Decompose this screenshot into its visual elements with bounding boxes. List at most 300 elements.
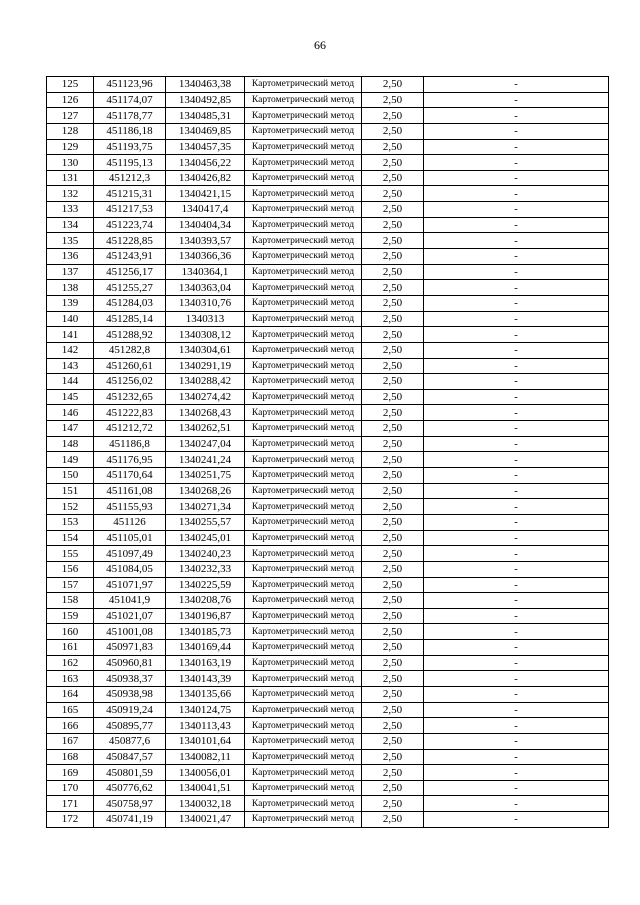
point-number-cell: 152 [47,499,94,515]
x-coordinate-cell: 451097,49 [94,546,166,562]
description-cell: - [424,123,609,139]
x-coordinate-cell: 451285,14 [94,311,166,327]
point-number-cell: 157 [47,577,94,593]
table-row [47,421,609,437]
point-number-cell: 139 [47,295,94,311]
method-cell: Картометрический метод [245,577,362,593]
table-row [47,311,609,327]
method-cell: Картометрический метод [245,92,362,108]
point-number-cell: 155 [47,546,94,562]
y-coordinate-cell: 1340469,85 [166,123,245,139]
point-number-cell: 163 [47,671,94,687]
x-coordinate-cell: 451232,65 [94,389,166,405]
x-coordinate-cell: 451255,27 [94,280,166,296]
y-coordinate-cell: 1340251,75 [166,468,245,484]
method-cell: Картометрический метод [245,311,362,327]
y-coordinate-cell: 1340245,01 [166,530,245,546]
method-cell: Картометрический метод [245,123,362,139]
x-coordinate-cell: 451126 [94,514,166,530]
x-coordinate-cell: 451123,96 [94,77,166,93]
y-coordinate-cell: 1340304,61 [166,342,245,358]
y-coordinate-cell: 1340463,38 [166,77,245,93]
x-coordinate-cell: 451193,75 [94,139,166,155]
x-coordinate-cell: 451223,74 [94,217,166,233]
method-cell: Картометрический метод [245,217,362,233]
accuracy-cell: 2,50 [362,546,424,562]
accuracy-cell: 2,50 [362,249,424,265]
point-number-cell: 158 [47,593,94,609]
method-cell: Картометрический метод [245,452,362,468]
method-cell: Картометрический метод [245,593,362,609]
method-cell: Картометрический метод [245,514,362,530]
y-coordinate-cell: 1340268,43 [166,405,245,421]
description-cell: - [424,342,609,358]
description-cell: - [424,452,609,468]
accuracy-cell: 2,50 [362,389,424,405]
description-cell: - [424,514,609,530]
table-row [47,233,609,249]
x-coordinate-cell: 451222,83 [94,405,166,421]
table-row [47,108,609,124]
description-cell: - [424,374,609,390]
accuracy-cell: 2,50 [362,514,424,530]
x-coordinate-cell: 450776,62 [94,780,166,796]
table-row [47,202,609,218]
x-coordinate-cell: 450741,19 [94,812,166,828]
method-cell: Картометрический метод [245,233,362,249]
description-cell: - [424,765,609,781]
y-coordinate-cell: 1340492,85 [166,92,245,108]
y-coordinate-cell: 1340208,76 [166,593,245,609]
point-number-cell: 159 [47,608,94,624]
description-cell: - [424,77,609,93]
point-number-cell: 133 [47,202,94,218]
y-coordinate-cell: 1340310,76 [166,295,245,311]
x-coordinate-cell: 451228,85 [94,233,166,249]
accuracy-cell: 2,50 [362,452,424,468]
table-row [47,593,609,609]
x-coordinate-cell: 451212,72 [94,421,166,437]
accuracy-cell: 2,50 [362,577,424,593]
method-cell: Картометрический метод [245,155,362,171]
table-row [47,123,609,139]
x-coordinate-cell: 451071,97 [94,577,166,593]
description-cell: - [424,561,609,577]
description-cell: - [424,155,609,171]
method-cell: Картометрический метод [245,765,362,781]
table-row [47,186,609,202]
description-cell: - [424,483,609,499]
y-coordinate-cell: 1340196,87 [166,608,245,624]
table-row [47,77,609,93]
description-cell: - [424,733,609,749]
y-coordinate-cell: 1340417,4 [166,202,245,218]
method-cell: Картометрический метод [245,249,362,265]
x-coordinate-cell: 450801,59 [94,765,166,781]
point-number-cell: 153 [47,514,94,530]
table-row [47,749,609,765]
table-row [47,483,609,499]
y-coordinate-cell: 1340485,31 [166,108,245,124]
table-row [47,374,609,390]
accuracy-cell: 2,50 [362,421,424,437]
accuracy-cell: 2,50 [362,123,424,139]
method-cell: Картометрический метод [245,483,362,499]
method-cell: Картометрический метод [245,718,362,734]
y-coordinate-cell: 1340135,66 [166,686,245,702]
description-cell: - [424,280,609,296]
x-coordinate-cell: 451174,07 [94,92,166,108]
point-number-cell: 136 [47,249,94,265]
coordinates-table [46,76,609,828]
method-cell: Картометрический метод [245,546,362,562]
method-cell: Картометрический метод [245,295,362,311]
accuracy-cell: 2,50 [362,77,424,93]
accuracy-cell: 2,50 [362,655,424,671]
accuracy-cell: 2,50 [362,139,424,155]
y-coordinate-cell: 1340169,44 [166,640,245,656]
description-cell: - [424,295,609,311]
x-coordinate-cell: 450960,81 [94,655,166,671]
y-coordinate-cell: 1340274,42 [166,389,245,405]
description-cell: - [424,92,609,108]
method-cell: Картометрический метод [245,342,362,358]
point-number-cell: 146 [47,405,94,421]
x-coordinate-cell: 451212,3 [94,170,166,186]
x-coordinate-cell: 451243,91 [94,249,166,265]
y-coordinate-cell: 1340056,01 [166,765,245,781]
table-row [47,718,609,734]
accuracy-cell: 2,50 [362,436,424,452]
y-coordinate-cell: 1340082,11 [166,749,245,765]
accuracy-cell: 2,50 [362,749,424,765]
x-coordinate-cell: 451161,08 [94,483,166,499]
table-row [47,249,609,265]
table-row [47,702,609,718]
description-cell: - [424,780,609,796]
table-row [47,812,609,828]
method-cell: Картометрический метод [245,608,362,624]
accuracy-cell: 2,50 [362,280,424,296]
table-row [47,436,609,452]
x-coordinate-cell: 451215,31 [94,186,166,202]
table-row [47,624,609,640]
x-coordinate-cell: 451256,17 [94,264,166,280]
description-cell: - [424,608,609,624]
y-coordinate-cell: 1340291,19 [166,358,245,374]
y-coordinate-cell: 1340364,1 [166,264,245,280]
accuracy-cell: 2,50 [362,327,424,343]
x-coordinate-cell: 450758,97 [94,796,166,812]
x-coordinate-cell: 451105,01 [94,530,166,546]
accuracy-cell: 2,50 [362,718,424,734]
description-cell: - [424,655,609,671]
method-cell: Картометрический метод [245,749,362,765]
accuracy-cell: 2,50 [362,608,424,624]
x-coordinate-cell: 451155,93 [94,499,166,515]
method-cell: Картометрический метод [245,702,362,718]
point-number-cell: 148 [47,436,94,452]
table-row [47,655,609,671]
method-cell: Картометрический метод [245,327,362,343]
method-cell: Картометрический метод [245,139,362,155]
y-coordinate-cell: 1340457,35 [166,139,245,155]
accuracy-cell: 2,50 [362,624,424,640]
description-cell: - [424,640,609,656]
point-number-cell: 144 [47,374,94,390]
x-coordinate-cell: 451217,53 [94,202,166,218]
accuracy-cell: 2,50 [362,499,424,515]
description-cell: - [424,139,609,155]
y-coordinate-cell: 1340032,18 [166,796,245,812]
y-coordinate-cell: 1340124,75 [166,702,245,718]
point-number-cell: 140 [47,311,94,327]
point-number-cell: 168 [47,749,94,765]
accuracy-cell: 2,50 [362,733,424,749]
accuracy-cell: 2,50 [362,295,424,311]
accuracy-cell: 2,50 [362,233,424,249]
table-row [47,640,609,656]
x-coordinate-cell: 451260,61 [94,358,166,374]
point-number-cell: 143 [47,358,94,374]
y-coordinate-cell: 1340113,43 [166,718,245,734]
method-cell: Картометрический метод [245,686,362,702]
description-cell: - [424,702,609,718]
method-cell: Картометрический метод [245,170,362,186]
accuracy-cell: 2,50 [362,264,424,280]
x-coordinate-cell: 451256,02 [94,374,166,390]
point-number-cell: 170 [47,780,94,796]
description-cell: - [424,186,609,202]
y-coordinate-cell: 1340041,51 [166,780,245,796]
description-cell: - [424,421,609,437]
y-coordinate-cell: 1340255,57 [166,514,245,530]
point-number-cell: 137 [47,264,94,280]
y-coordinate-cell: 1340101,64 [166,733,245,749]
point-number-cell: 156 [47,561,94,577]
y-coordinate-cell: 1340268,26 [166,483,245,499]
accuracy-cell: 2,50 [362,671,424,687]
table-row [47,358,609,374]
method-cell: Картометрический метод [245,796,362,812]
table-row [47,468,609,484]
x-coordinate-cell: 451282,8 [94,342,166,358]
x-coordinate-cell: 451186,8 [94,436,166,452]
x-coordinate-cell: 450847,57 [94,749,166,765]
method-cell: Картометрический метод [245,530,362,546]
x-coordinate-cell: 450938,98 [94,686,166,702]
accuracy-cell: 2,50 [362,765,424,781]
point-number-cell: 162 [47,655,94,671]
table-row [47,389,609,405]
description-cell: - [424,233,609,249]
x-coordinate-cell: 450919,24 [94,702,166,718]
x-coordinate-cell: 451195,13 [94,155,166,171]
point-number-cell: 128 [47,123,94,139]
method-cell: Картометрический метод [245,780,362,796]
x-coordinate-cell: 451001,08 [94,624,166,640]
y-coordinate-cell: 1340393,57 [166,233,245,249]
table-row [47,514,609,530]
y-coordinate-cell: 1340247,04 [166,436,245,452]
description-cell: - [424,686,609,702]
x-coordinate-cell: 451176,95 [94,452,166,468]
table-row [47,155,609,171]
method-cell: Картометрический метод [245,499,362,515]
table-row [47,92,609,108]
point-number-cell: 131 [47,170,94,186]
y-coordinate-cell: 1340363,04 [166,280,245,296]
accuracy-cell: 2,50 [362,342,424,358]
description-cell: - [424,749,609,765]
x-coordinate-cell: 451284,03 [94,295,166,311]
y-coordinate-cell: 1340271,34 [166,499,245,515]
point-number-cell: 130 [47,155,94,171]
table-row [47,452,609,468]
accuracy-cell: 2,50 [362,155,424,171]
method-cell: Картометрический метод [245,561,362,577]
point-number-cell: 125 [47,77,94,93]
accuracy-cell: 2,50 [362,217,424,233]
accuracy-cell: 2,50 [362,796,424,812]
point-number-cell: 167 [47,733,94,749]
point-number-cell: 161 [47,640,94,656]
point-number-cell: 145 [47,389,94,405]
table-row [47,608,609,624]
y-coordinate-cell: 1340143,39 [166,671,245,687]
y-coordinate-cell: 1340288,42 [166,374,245,390]
method-cell: Картометрический метод [245,264,362,280]
point-number-cell: 150 [47,468,94,484]
table-row [47,780,609,796]
accuracy-cell: 2,50 [362,530,424,546]
method-cell: Картометрический метод [245,655,362,671]
accuracy-cell: 2,50 [362,780,424,796]
x-coordinate-cell: 450971,83 [94,640,166,656]
point-number-cell: 129 [47,139,94,155]
table-row [47,295,609,311]
point-number-cell: 172 [47,812,94,828]
table-row [47,405,609,421]
description-cell: - [424,624,609,640]
point-number-cell: 138 [47,280,94,296]
y-coordinate-cell: 1340456,22 [166,155,245,171]
accuracy-cell: 2,50 [362,468,424,484]
y-coordinate-cell: 1340225,59 [166,577,245,593]
description-cell: - [424,812,609,828]
method-cell: Картометрический метод [245,108,362,124]
description-cell: - [424,436,609,452]
description-cell: - [424,718,609,734]
x-coordinate-cell: 450895,77 [94,718,166,734]
accuracy-cell: 2,50 [362,202,424,218]
method-cell: Картометрический метод [245,374,362,390]
point-number-cell: 126 [47,92,94,108]
method-cell: Картометрический метод [245,640,362,656]
accuracy-cell: 2,50 [362,108,424,124]
point-number-cell: 169 [47,765,94,781]
accuracy-cell: 2,50 [362,405,424,421]
method-cell: Картометрический метод [245,733,362,749]
point-number-cell: 171 [47,796,94,812]
description-cell: - [424,405,609,421]
x-coordinate-cell: 451170,64 [94,468,166,484]
method-cell: Картометрический метод [245,812,362,828]
table-row [47,765,609,781]
table-row [47,796,609,812]
table-row [47,170,609,186]
point-number-cell: 147 [47,421,94,437]
accuracy-cell: 2,50 [362,311,424,327]
y-coordinate-cell: 1340163,19 [166,655,245,671]
y-coordinate-cell: 1340240,23 [166,546,245,562]
accuracy-cell: 2,50 [362,561,424,577]
point-number-cell: 127 [47,108,94,124]
accuracy-cell: 2,50 [362,374,424,390]
method-cell: Картометрический метод [245,671,362,687]
point-number-cell: 166 [47,718,94,734]
x-coordinate-cell: 451041,9 [94,593,166,609]
y-coordinate-cell: 1340421,15 [166,186,245,202]
method-cell: Картометрический метод [245,77,362,93]
point-number-cell: 134 [47,217,94,233]
table-row [47,139,609,155]
point-number-cell: 164 [47,686,94,702]
method-cell: Картометрический метод [245,389,362,405]
y-coordinate-cell: 1340366,36 [166,249,245,265]
description-cell: - [424,311,609,327]
x-coordinate-cell: 451084,05 [94,561,166,577]
description-cell: - [424,358,609,374]
accuracy-cell: 2,50 [362,812,424,828]
description-cell: - [424,796,609,812]
y-coordinate-cell: 1340232,33 [166,561,245,577]
method-cell: Картометрический метод [245,624,362,640]
accuracy-cell: 2,50 [362,483,424,499]
description-cell: - [424,577,609,593]
accuracy-cell: 2,50 [362,702,424,718]
description-cell: - [424,108,609,124]
method-cell: Картометрический метод [245,358,362,374]
description-cell: - [424,546,609,562]
table-row [47,561,609,577]
point-number-cell: 165 [47,702,94,718]
y-coordinate-cell: 1340426,82 [166,170,245,186]
description-cell: - [424,170,609,186]
description-cell: - [424,593,609,609]
point-number-cell: 132 [47,186,94,202]
method-cell: Картометрический метод [245,405,362,421]
table-row [47,264,609,280]
x-coordinate-cell: 451288,92 [94,327,166,343]
description-cell: - [424,217,609,233]
description-cell: - [424,530,609,546]
accuracy-cell: 2,50 [362,92,424,108]
method-cell: Картометрический метод [245,421,362,437]
description-cell: - [424,389,609,405]
coordinates-table-body [47,77,609,828]
x-coordinate-cell: 451186,18 [94,123,166,139]
table-row [47,499,609,515]
y-coordinate-cell: 1340021,47 [166,812,245,828]
y-coordinate-cell: 1340308,12 [166,327,245,343]
method-cell: Картометрический метод [245,202,362,218]
table-row [47,342,609,358]
x-coordinate-cell: 450938,37 [94,671,166,687]
x-coordinate-cell: 451178,77 [94,108,166,124]
method-cell: Картометрический метод [245,280,362,296]
point-number-cell: 154 [47,530,94,546]
